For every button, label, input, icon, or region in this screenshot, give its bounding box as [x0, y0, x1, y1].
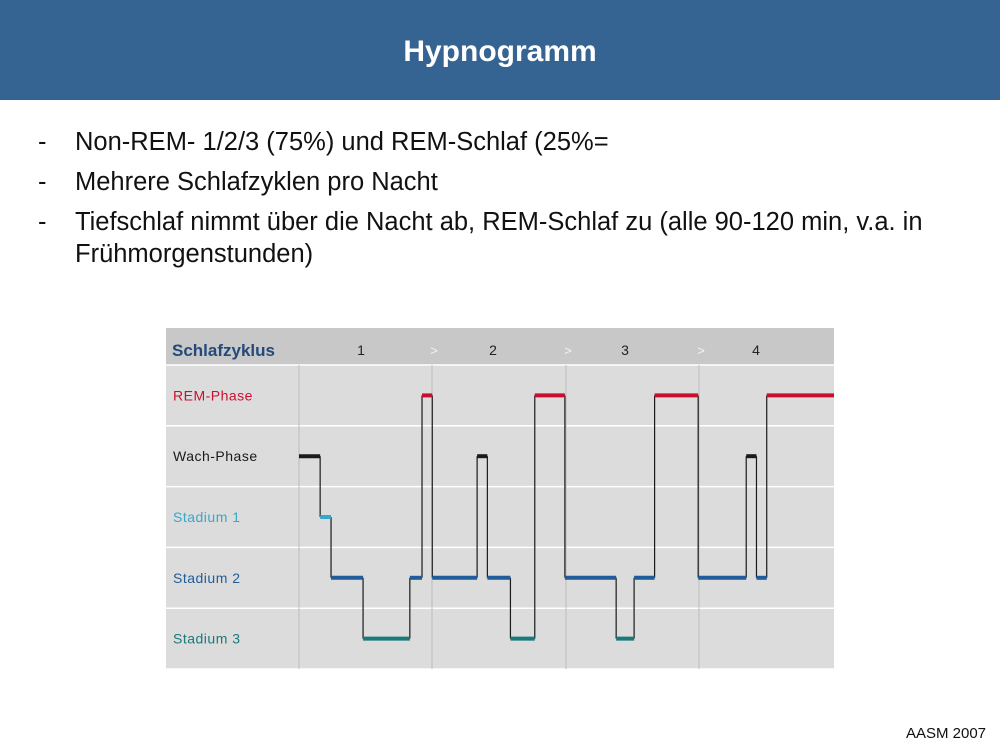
- source-credit: AASM 2007: [905, 725, 986, 742]
- bullet-marker: -: [38, 168, 47, 196]
- cycle-arrow: >: [430, 343, 438, 358]
- stage-label-s2: Stadium 2: [173, 569, 241, 586]
- bullet-list: [38, 126, 958, 278]
- cycle-number: 2: [489, 342, 497, 358]
- stage-label-wake: Wach-Phase: [173, 448, 258, 465]
- bullet-marker: -: [38, 128, 47, 156]
- bullet-marker: -: [38, 208, 47, 236]
- diagram-background: [166, 328, 834, 669]
- cycle-number: 1: [357, 342, 365, 358]
- hypnogram-diagram: [166, 328, 834, 669]
- cycle-arrow: >: [564, 343, 572, 358]
- bullet-item: [38, 206, 958, 270]
- cycle-arrow: >: [697, 343, 705, 358]
- bullet-text: Mehrere Schlafzyklen pro Nacht: [75, 168, 438, 196]
- stage-label-s1: Stadium 1: [173, 509, 241, 525]
- stage-label-s3: Stadium 3: [173, 630, 241, 647]
- cycle-number: 4: [752, 342, 760, 358]
- bullet-item: [38, 166, 958, 198]
- stage-label-rem: REM-Phase: [173, 387, 253, 404]
- title-bar: [0, 0, 1000, 100]
- bullet-text: Tiefschlaf nimmt über die Nacht ab, REM-Schlaf zu (alle 90-120 min, v.a. in Frühmorgenstunden): [75, 208, 923, 268]
- bullet-text: Non-REM- 1/2/3 (75%) und REM-Schlaf (25%=: [75, 128, 609, 156]
- cycle-header-label: Schlafzyklus: [172, 341, 275, 360]
- bullet-item: [38, 126, 958, 158]
- hypnogram-svg: [166, 328, 834, 669]
- cycle-number: 3: [621, 342, 629, 358]
- slide-title: Hypnogramm: [403, 35, 597, 68]
